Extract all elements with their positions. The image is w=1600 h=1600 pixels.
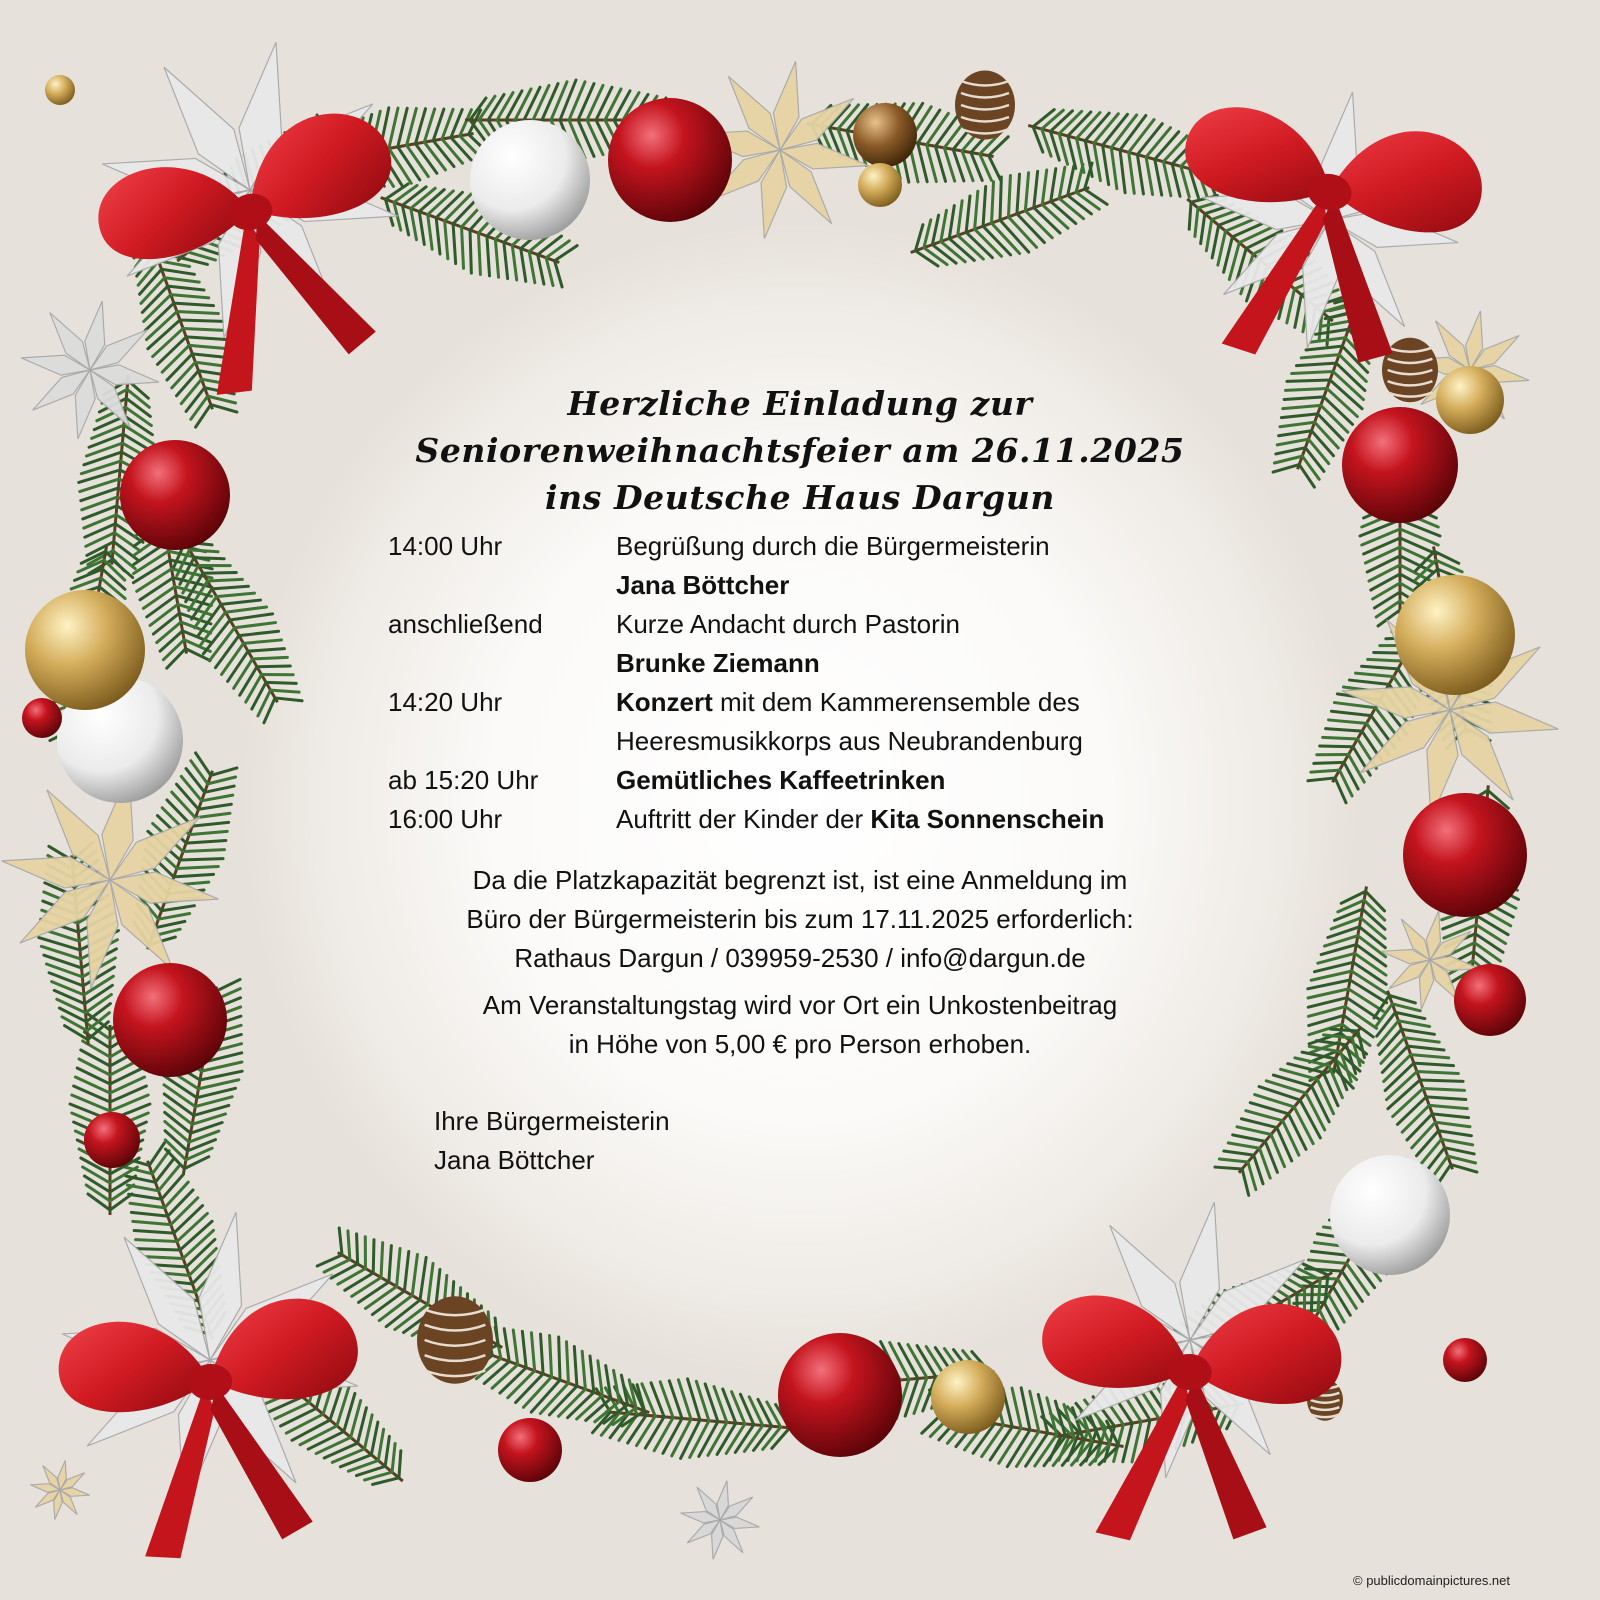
invitation-title xyxy=(388,380,1212,521)
ornament-ball-icon xyxy=(1330,1155,1450,1275)
registration-notice xyxy=(388,861,1212,978)
schedule-text: Auftritt der Kinder der xyxy=(616,804,871,834)
poinsettia-star xyxy=(2,772,219,989)
ornament-ball-icon xyxy=(608,98,732,222)
notice-line: Am Veranstaltungstag wird vor Ort ein Unkostenbeitrag xyxy=(482,990,1118,1020)
ornament-ball-icon xyxy=(120,440,230,550)
notice-line: in Höhe von 5,00 € pro Person erhoben. xyxy=(568,1029,1032,1059)
ornament-ball-icon xyxy=(22,698,62,738)
schedule-text-bold: Jana Böttcher xyxy=(616,570,790,600)
schedule-row xyxy=(388,683,1212,722)
schedule-row xyxy=(388,722,1212,761)
schedule-time: 14:20 Uhr xyxy=(388,687,503,717)
notice-line: Rathaus Dargun / 039959-2530 / info@dargun.de xyxy=(514,943,1086,973)
ornament-ball-icon xyxy=(853,103,917,167)
fee-notice xyxy=(388,986,1212,1064)
pine-sprig xyxy=(897,146,1113,290)
schedule-time: ab 15:20 Uhr xyxy=(388,765,539,795)
schedule-row xyxy=(388,761,1212,800)
ornament-ball-icon xyxy=(1342,407,1458,523)
schedule-row xyxy=(388,566,1212,605)
poinsettia-star xyxy=(21,301,159,439)
ornament-ball-icon xyxy=(858,163,902,207)
signature-block xyxy=(388,1102,1212,1180)
schedule-row xyxy=(388,644,1212,683)
schedule-text-bold: Gemütliches Kaffeetrinken xyxy=(616,765,946,795)
signature-role: Ihre Bürgermeisterin xyxy=(434,1106,670,1136)
schedule-row xyxy=(388,800,1212,839)
schedule-row xyxy=(388,605,1212,644)
ornament-ball-icon xyxy=(1403,793,1527,917)
ornament-ball-icon xyxy=(113,963,227,1077)
schedule-text: mit dem Kammerensemble des xyxy=(712,687,1080,717)
notice-line: Da die Platzkapazität begrenzt ist, ist eine Anmeldung im xyxy=(472,865,1128,895)
ornament-ball-icon xyxy=(470,120,590,240)
schedule-time: 16:00 Uhr xyxy=(388,804,503,834)
ornament-ball-icon xyxy=(1395,575,1515,695)
schedule-text: Begrüßung durch die Bürgermeisterin xyxy=(616,531,1050,561)
schedule-desc xyxy=(616,683,1080,722)
ornament-ball-icon xyxy=(778,1333,902,1457)
ornament-ball-icon xyxy=(498,1418,562,1482)
schedule-text-bold: Kita Sonnenschein xyxy=(870,804,1105,834)
signature-name: Jana Böttcher xyxy=(434,1145,595,1175)
schedule-text-bold: Brunke Ziemann xyxy=(616,648,820,678)
schedule-time xyxy=(388,722,616,761)
title-line: Herzliche Einladung zur xyxy=(567,384,1033,423)
invitation-text xyxy=(388,380,1212,1180)
ornament-ball-icon xyxy=(1454,964,1526,1036)
schedule-time: 14:00 Uhr xyxy=(388,531,503,561)
schedule-desc xyxy=(616,800,1104,839)
schedule-time xyxy=(388,644,616,683)
ornament-ball-icon xyxy=(931,1360,1005,1434)
ornament-ball-icon xyxy=(45,75,75,105)
program-schedule xyxy=(388,527,1212,839)
schedule-text-bold: Konzert xyxy=(616,687,713,717)
schedule-time xyxy=(388,566,616,605)
notice-line: Büro der Bürgermeisterin bis zum 17.11.2025 erforderlich: xyxy=(466,904,1134,934)
poinsettia-star xyxy=(30,1460,89,1519)
poinsettia-star xyxy=(681,1481,760,1560)
ornament-ball-icon xyxy=(1436,366,1504,434)
pine-cone-icon xyxy=(955,71,1015,140)
title-line: ins Deutsche Haus Dargun xyxy=(544,478,1056,517)
ornament-ball-icon xyxy=(84,1112,140,1168)
schedule-text: Kurze Andacht durch Pastorin xyxy=(616,609,960,639)
schedule-text: Heeresmusikkorps aus Neubrandenburg xyxy=(616,726,1083,756)
ornament-ball-icon xyxy=(25,590,145,710)
title-line: Seniorenweihnachtsfeier am 26.11.2025 xyxy=(415,431,1185,470)
pine-cone-icon xyxy=(417,1296,493,1383)
schedule-time: anschließend xyxy=(388,609,543,639)
ornament-ball-icon xyxy=(1443,1338,1487,1382)
schedule-row xyxy=(388,527,1212,566)
image-credit: © publicdomainpictures.net xyxy=(1353,1573,1510,1588)
